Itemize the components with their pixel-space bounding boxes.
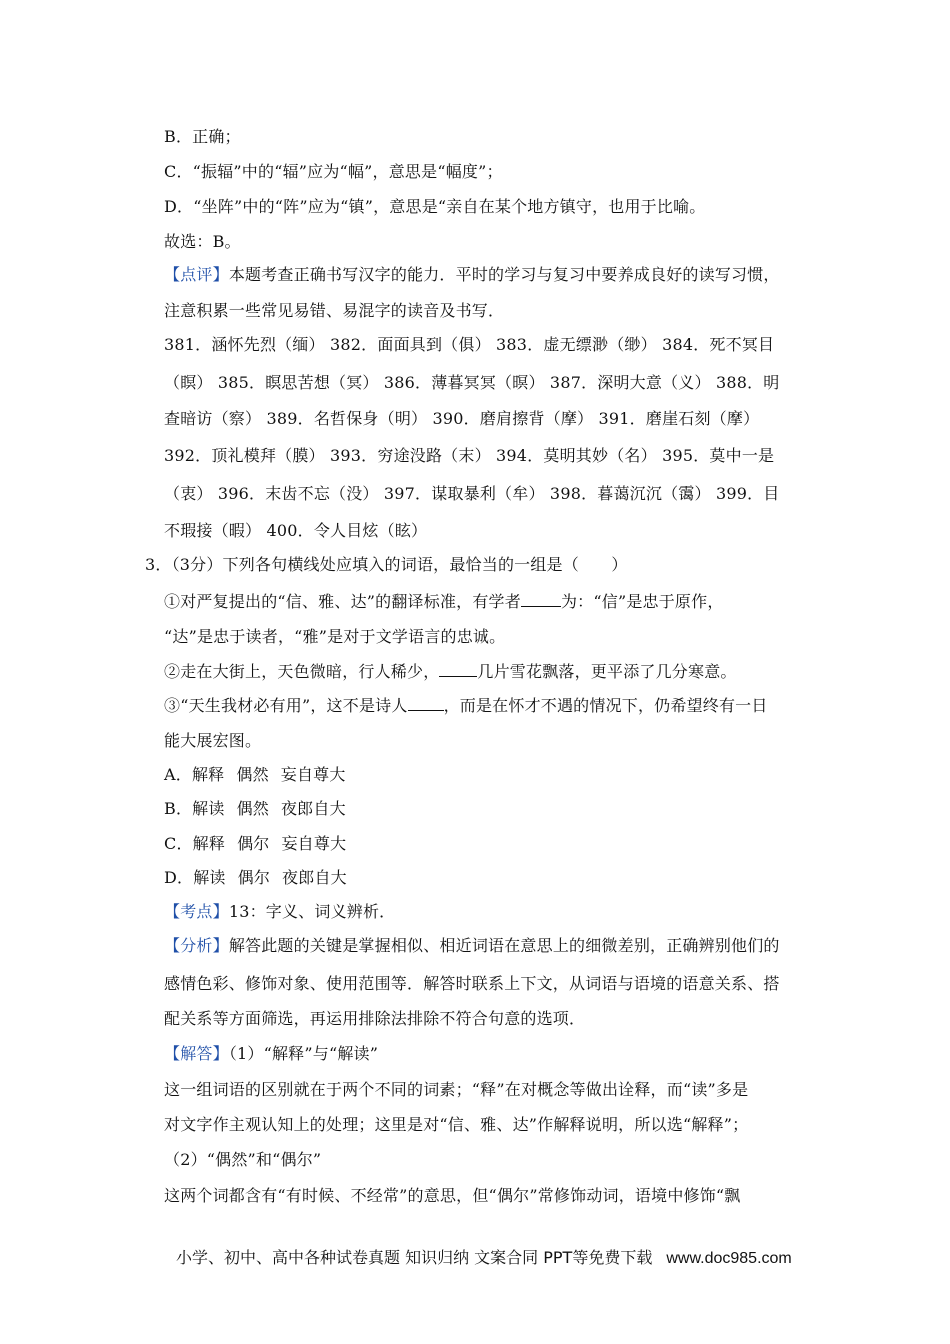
option-b: [164, 799, 346, 819]
answer-option-b: B．正确；: [164, 127, 241, 146]
sentence-1-text-b: 为：“信”是忠于原作，: [560, 592, 724, 611]
page-footer: [176, 1248, 792, 1269]
kaodian-text: 13：字义、词义辨析．: [228, 902, 396, 921]
option-word-1: 解读: [192, 799, 225, 818]
sentence-2-text-b: 几片雪花飘落，更平添了几分寒意。: [477, 662, 737, 681]
footer-url-link[interactable]: www.doc985.com: [666, 1250, 792, 1267]
comment-tag: 【点评】: [164, 265, 229, 284]
option-word-3: 妄自尊大: [280, 765, 346, 784]
option-letter: D．: [164, 868, 194, 887]
sentence-3-text-a: ③“天生我材必有用”，这不是诗人: [164, 696, 408, 715]
word-list-line: 392．顶礼模拜（膜） 393．穷途没路（末） 394．莫明其妙（名） 395．莫中一是: [164, 446, 775, 465]
sentence-3-line-1: [164, 694, 768, 716]
word-list-line: （衷） 396．末齿不忘（没） 397．谋取暴利（牟） 398．暮蔼沉沉（霭） 399．目: [164, 484, 780, 503]
option-word-2: 偶尔: [237, 834, 270, 853]
fenxi-line-1: [164, 936, 780, 956]
word-list-line: 不瑕接（暇） 400．令人目炫（眩）: [164, 521, 428, 540]
sentence-3-line-2: 能大展宏图。: [164, 731, 262, 750]
jieda-tag: 【解答】: [164, 1044, 229, 1063]
option-word-1: 解释: [192, 834, 226, 853]
kaodian-line: [164, 902, 395, 922]
jieda-text-1: （1）“解释”与“解读”: [228, 1044, 379, 1063]
blank-1: [521, 590, 561, 607]
option-a: [164, 765, 346, 785]
jieda-line-4: （2）“偶然”和“偶尔”: [164, 1150, 322, 1169]
kaodian-tag: 【考点】: [164, 902, 229, 921]
option-word-2: 偶然: [236, 799, 269, 818]
word-list-line: 381．涵怀先烈（缅） 382．面面具到（俱） 383．虚无缥渺（缈） 384．死不冥目: [164, 335, 775, 354]
fenxi-text-1: 解答此题的关键是掌握相似、相近词语在意思上的细微差别，正确辨别他们的: [228, 936, 780, 955]
question-stem: 3．（3分）下列各句横线处应填入的词语，最恰当的一组是（ ）: [145, 555, 628, 574]
comment-line-2: 注意积累一些常见易错、易混字的读音及书写．: [164, 301, 505, 320]
sentence-2-text-a: ②走在大街上，天色微暗，行人稀少，: [164, 662, 440, 681]
comment-text-1: 本题考查正确书写汉字的能力．平时的学习与复习中要养成良好的读写习惯，: [228, 265, 780, 284]
option-letter: C．: [164, 834, 193, 853]
comment-line-1: [164, 265, 780, 285]
option-word-3: 妄自尊大: [281, 834, 347, 853]
word-list-line: 查暗访（察） 389．名哲保身（明） 390．磨肩擦背（摩） 391．磨崖石刻（摩）: [164, 409, 760, 428]
sentence-2: [164, 660, 737, 682]
option-word-1: 解释: [191, 765, 225, 784]
fenxi-line-3: 配关系等方面筛选，再运用排除法排除不符合句意的选项．: [164, 1009, 586, 1028]
answer-conclusion: 故选：B。: [164, 232, 241, 251]
option-d: [164, 868, 347, 888]
jieda-line-5: 这两个词都含有“有时候、不经常”的意思，但“偶尔”常修饰动词，语境中修饰“飘: [164, 1186, 741, 1205]
option-c: [164, 834, 346, 854]
option-word-3: 夜郎自大: [280, 799, 346, 818]
fenxi-line-2: 感情色彩、修饰对象、使用范围等．解答时联系上下文，从词语与语境的语意关系、搭: [164, 974, 780, 993]
fenxi-tag: 【分析】: [164, 936, 229, 955]
sentence-1-text-a: ①对严复提出的“信、雅、达”的翻译标准，有学者: [164, 592, 521, 611]
blank-3: [408, 694, 444, 711]
option-letter: B．: [164, 799, 193, 818]
option-letter: A．: [164, 765, 192, 784]
sentence-1-line-2: “达”是忠于读者，“雅”是对于文学语言的忠诚。: [164, 627, 506, 646]
footer-text: 小学、初中、高中各种试卷真题 知识归纳 文案合同 PPT等免费下载: [176, 1248, 653, 1267]
jieda-line-3: 对文字作主观认知上的处理；这里是对“信、雅、达”作解释说明，所以选“解释”；: [164, 1115, 749, 1134]
sentence-3-text-b: ，而是在怀才不遇的情况下，仍希望终有一日: [443, 696, 768, 715]
option-word-3: 夜郎自大: [282, 868, 347, 887]
option-word-2: 偶尔: [237, 868, 271, 887]
answer-option-c: C．“振辐”中的“辐”应为“幅”，意思是“幅度”；: [164, 162, 503, 181]
blank-2: [439, 660, 477, 677]
option-word-1: 解读: [193, 868, 226, 887]
sentence-1-line-1: [164, 590, 724, 612]
answer-option-d: D．“坐阵”中的“阵”应为“镇”，意思是“亲自在某个地方镇守，也用于比喻。: [164, 197, 706, 216]
jieda-line-2: 这一组词语的区别就在于两个不同的词素；“释”在对概念等做出诠释，而“读”多是: [164, 1080, 749, 1099]
word-list-line: （瞑） 385．瞑思苦想（冥） 386．薄暮冥冥（暝） 387．深明大意（义） 388．明: [164, 373, 780, 392]
jieda-line-1: [164, 1044, 378, 1064]
option-word-2: 偶然: [236, 765, 269, 784]
